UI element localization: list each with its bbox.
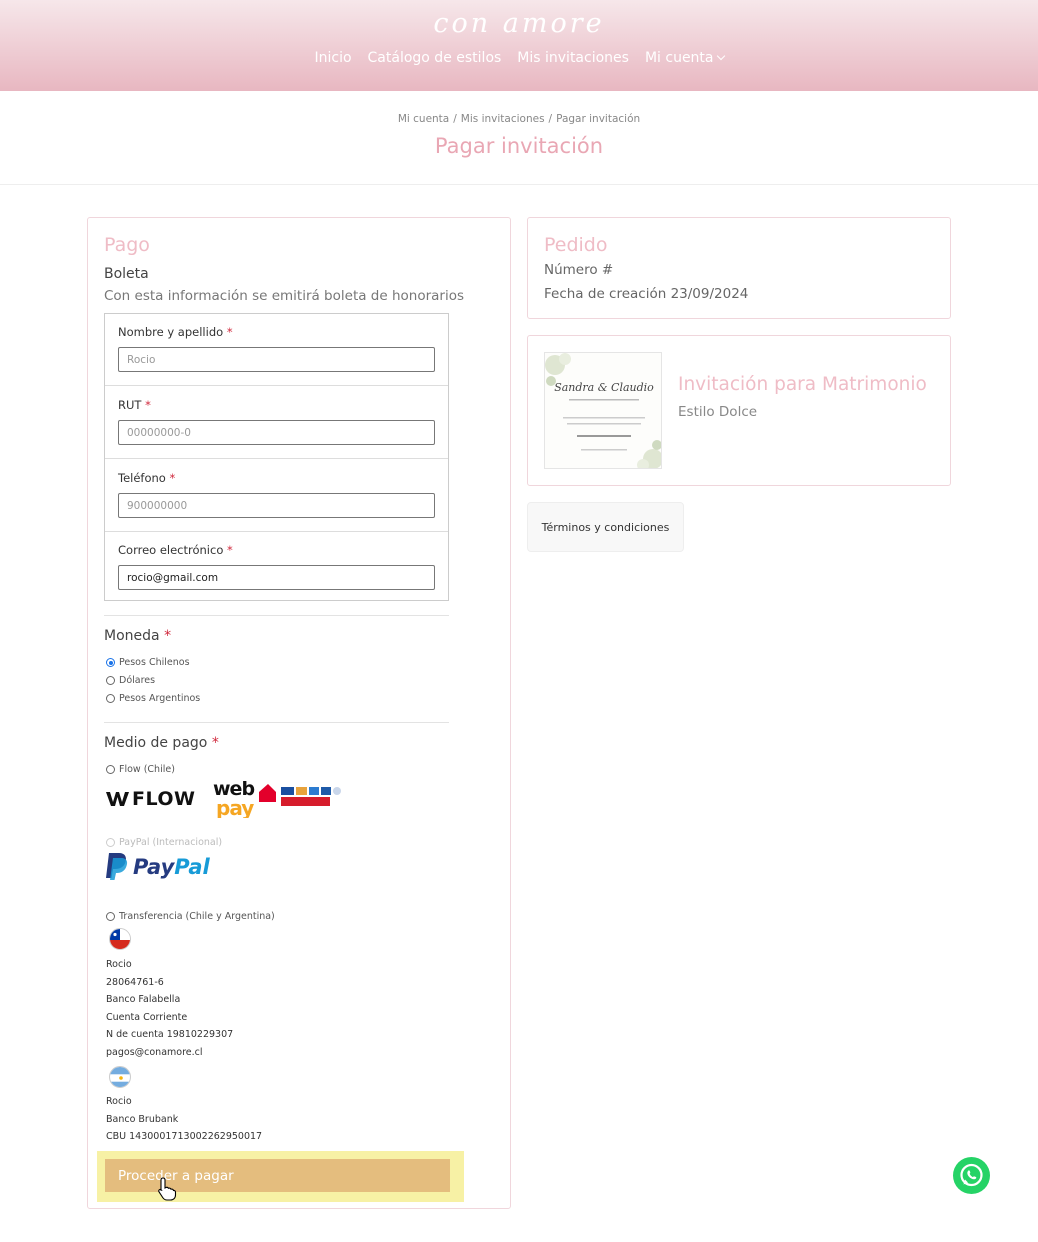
phone-group — [105, 460, 448, 532]
radio-icon — [106, 912, 115, 921]
email-input[interactable] — [118, 565, 435, 590]
pay-button-highlight — [97, 1151, 464, 1202]
name-label: Nombre y apellido * — [118, 325, 233, 339]
method-transfer[interactable]: Transferencia (Chile y Argentina) — [106, 911, 275, 922]
order-card — [527, 217, 951, 319]
product-title[interactable]: Invitación para Matrimonio — [678, 374, 927, 395]
invitation-thumbnail[interactable] — [544, 352, 662, 469]
paypal-mark-icon — [106, 853, 128, 880]
currency-clp[interactable]: Pesos Chilenos — [106, 657, 190, 668]
method-paypal[interactable]: PayPal (Internacional) — [106, 837, 222, 848]
order-title: Pedido — [544, 234, 608, 256]
svg-text:pay: pay — [216, 796, 254, 818]
breadcrumb: Mi cuenta / Mis invitaciones / Pagar invitación — [397, 113, 641, 125]
argentina-flag-icon — [109, 1066, 131, 1088]
proceed-to-pay-button[interactable]: Proceder a pagar — [105, 1159, 450, 1192]
whatsapp-button[interactable] — [953, 1157, 990, 1194]
payment-card — [87, 217, 511, 1209]
boleta-title: Boleta — [104, 266, 149, 282]
nav-mis-invitaciones[interactable]: Mis invitaciones — [517, 50, 629, 66]
divider — [104, 615, 449, 616]
radio-icon — [106, 694, 115, 703]
order-number: Número # — [544, 262, 614, 278]
site-logo[interactable]: con amore — [433, 8, 605, 39]
hand-cursor-icon — [157, 1177, 177, 1201]
rut-input[interactable] — [118, 420, 435, 445]
page-heading — [0, 91, 1038, 185]
radio-selected-icon — [106, 658, 115, 667]
terms-button[interactable]: Términos y condiciones — [527, 502, 684, 552]
phone-input[interactable] — [118, 493, 435, 518]
product-style: Estilo Dolce — [678, 404, 758, 420]
divider — [104, 722, 449, 723]
webpay-logo — [213, 778, 348, 818]
breadcrumb-mis-invitaciones[interactable]: Mis invitaciones — [460, 113, 545, 125]
product-card — [527, 335, 951, 486]
radio-icon — [106, 676, 115, 685]
payment-title: Pago — [104, 234, 150, 256]
order-date: Fecha de creación 23/09/2024 — [544, 286, 749, 302]
page-title: Pagar invitación — [434, 134, 604, 158]
chevron-down-icon — [716, 52, 724, 60]
phone-label: Teléfono * — [118, 471, 176, 485]
nav-inicio[interactable]: Inicio — [314, 50, 352, 66]
method-flow[interactable]: Flow (Chile) — [106, 764, 175, 775]
email-label: Correo electrónico * — [118, 543, 233, 557]
whatsapp-icon — [953, 1157, 990, 1194]
chile-flag-icon — [109, 928, 131, 950]
boleta-subtitle: Con esta información se emitirá boleta de honorarios — [104, 288, 465, 304]
bank-argentina-details: Rocio Banco Brubank CBU 1430001713002262950017 — [106, 1096, 263, 1142]
name-group — [105, 314, 448, 386]
breadcrumb-current: Pagar invitación — [556, 113, 641, 125]
nav-catalogo[interactable]: Catálogo de estilos — [367, 50, 502, 66]
email-group — [105, 532, 448, 600]
rut-group — [105, 387, 448, 459]
rut-label: RUT * — [118, 398, 151, 412]
radio-icon — [106, 765, 115, 774]
flow-logo: FLOW — [106, 788, 196, 810]
payment-method-title: Medio de pago * — [104, 735, 219, 751]
currency-ars[interactable]: Pesos Argentinos — [106, 693, 200, 704]
site-header — [0, 0, 1038, 91]
currency-title: Moneda * — [104, 628, 172, 644]
bank-chile-details: Rocio 28064761-6 Banco Falabella Cuenta Corriente N de cuenta 19810229307 pagos@conamore.cl — [106, 959, 234, 1058]
svg-text:Sandra & Claudio: Sandra & Claudio — [554, 381, 654, 394]
breadcrumb-mi-cuenta[interactable]: Mi cuenta — [397, 113, 450, 125]
nav-mi-cuenta[interactable] — [645, 50, 724, 66]
name-input[interactable] — [118, 347, 435, 372]
svg-text:web: web — [213, 778, 255, 800]
billing-form — [104, 313, 449, 601]
radio-icon — [106, 838, 115, 847]
currency-usd[interactable]: Dólares — [106, 675, 155, 686]
paypal-logo: PayPal — [106, 853, 210, 880]
nav-mi-cuenta-label: Mi cuenta — [644, 50, 714, 66]
flow-mark-icon — [106, 792, 132, 806]
main-nav — [0, 50, 1038, 66]
